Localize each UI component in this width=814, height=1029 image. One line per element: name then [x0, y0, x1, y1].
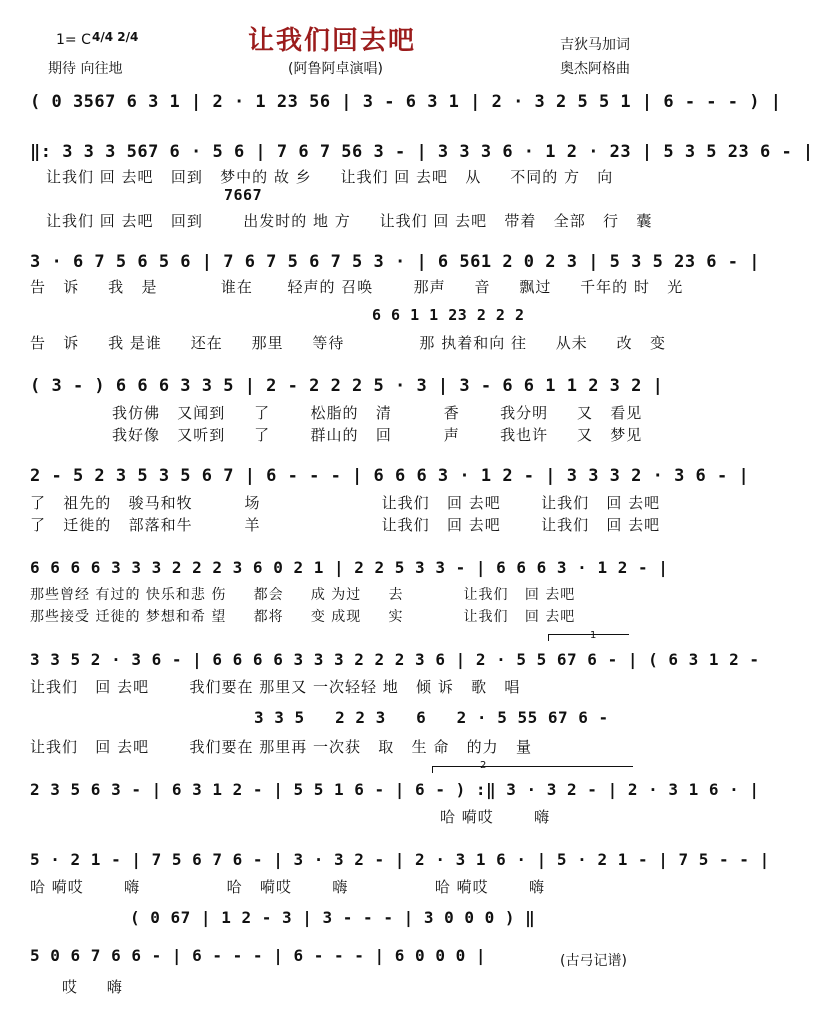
score-row-4-lyrics-1: 了 祖先的 骏马和牧 场 让我们 回 去吧 让我们 回 去吧 [30, 494, 661, 512]
score-row-3-lyrics-1: 我仿佛 又闻到 了 松脂的 清 香 我分明 又 看见 [112, 404, 643, 422]
score-row-1-sub-notes: 7667 [224, 186, 263, 204]
score-row-7-notes: 2 3 5 6 3 - | 6 3 1 2 - | 5 5 1 6 - | 6 - ) :‖ 3 · 3 2 - | 2 · 3 1 6 · | [30, 780, 760, 799]
lyricist: 吉狄马加词 [560, 37, 630, 53]
score-row-4-notes: 2 - 5 2 3 5 3 5 6 7 | 6 - - - | 6 6 6 3 · 1 2 - | 3 3 3 2 · 3 6 - | [30, 466, 750, 486]
score-row-3-lyrics-2: 我好像 又听到 了 群山的 回 声 我也许 又 梦见 [112, 426, 643, 444]
score-row-1-notes: ‖: 3 3 3 567 6 · 5 6 | 7 6 7 56 3 - | 3 3 3 6 · 1 2 · 23 | 5 3 5 23 6 - | [30, 142, 814, 162]
composer: 奥杰阿格曲 [560, 61, 630, 77]
score-row-5-lyrics-1: 那些曾经 有过的 快乐和悲 伤 都会 成 为过 去 让我们 回 去吧 [30, 587, 576, 603]
volta-bracket-1 [548, 634, 629, 641]
score-row-6-lyrics-2: 让我们 回 去吧 我们要在 那里再 一次获 取 生 命 的力 量 [30, 738, 532, 756]
score-row-5-notes: 6 6 6 6 3 3 3 2 2 2 3 6 0 2 1 | 2 2 5 3 3 - | 6 6 6 3 · 1 2 - | [30, 558, 669, 577]
time-signature: 4/4 2/4 [92, 30, 139, 44]
score-row-6-sub-notes: 3 3 5 2 2 3 6 2 · 5 55 67 6 - [254, 708, 609, 727]
score-row-7-lyrics-1: 哈 嗬哎 嗨 [440, 808, 551, 826]
score-row-2-sub-notes: 6 6 1 1 23 2 2 2 [372, 306, 525, 324]
score-row-9-lyrics-1: 哎 嗨 [62, 978, 123, 996]
score-row-2-notes: 3 · 6 7 5 6 5 6 | 7 6 7 5 6 7 5 3 · | 6 561 2 0 2 3 | 5 3 5 23 6 - | [30, 252, 760, 272]
score-row-6-lyrics-1: 让我们 回 去吧 我们要在 那里又 一次轻轻 地 倾 诉 歌 唱 [30, 678, 521, 696]
transcriber-credit: (古弓记谱) [560, 953, 627, 969]
score-row-3-notes: ( 3 - ) 6 6 6 3 3 5 | 2 - 2 2 2 5 · 3 | 3 - 6 6 1 1 2 3 2 | [30, 376, 664, 396]
score-row-5-lyrics-2: 那些接受 迁徙的 梦想和希 望 都将 变 成现 实 让我们 回 去吧 [30, 609, 576, 625]
score-row-9-intro-notes: ( 0 67 | 1 2 - 3 | 3 - - - | 3 0 0 0 ) ‖ [130, 908, 536, 927]
score-row-2-lyrics-2: 告 诉 我 是谁 还在 那里 等待 那 执着和向 往 从未 改 变 [30, 334, 666, 352]
expression-marking: 期待 向往地 [48, 61, 123, 77]
score-row-4-lyrics-2: 了 迁徙的 部落和牛 羊 让我们 回 去吧 让我们 回 去吧 [30, 516, 661, 534]
key-signature: 1= C [56, 32, 91, 48]
score-row-8-lyrics-1: 哈 嗬哎 嗨 哈 嗬哎 嗨 哈 嗬哎 嗨 [30, 878, 546, 896]
singer: (阿鲁阿卓演唱) [288, 61, 383, 77]
score-row-1-lyrics-2: 让我们 回 去吧 回到 出发时的 地 方 让我们 回 去吧 带着 全部 行 囊 [46, 212, 653, 230]
score-row-8-notes: 5 · 2 1 - | 7 5 6 7 6 - | 3 · 3 2 - | 2 · 3 1 6 · | 5 · 2 1 - | 7 5 - - | [30, 850, 770, 869]
score-row-intro: ( 0 3567 6 3 1 | 2 · 1 23 56 | 3 - 6 3 1 | 2 · 3 2 5 5 1 | 6 - - - ) | [30, 92, 782, 112]
volta-number-1: 1 [590, 630, 597, 641]
score-row-2-lyrics-1: 告 诉 我 是 谁在 轻声的 召唤 那声 音 飘过 千年的 时 光 [30, 278, 684, 296]
score-row-9-notes: 5 0 6 7 6 6 - | 6 - - - | 6 - - - | 6 0 0 0 | [30, 946, 486, 965]
score-row-6-notes: 3 3 5 2 · 3 6 - | 6 6 6 6 3 3 3 2 2 2 3 6 | 2 · 5 5 67 6 - | ( 6 3 1 2 - [30, 650, 760, 669]
score-row-1-lyrics-1: 让我们 回 去吧 回到 梦中的 故 乡 让我们 回 去吧 从 不同的 方 向 [46, 168, 614, 186]
volta-number-2: 2 [480, 760, 487, 771]
song-title: 让我们回去吧 [248, 26, 417, 56]
volta-bracket-2 [432, 766, 633, 773]
